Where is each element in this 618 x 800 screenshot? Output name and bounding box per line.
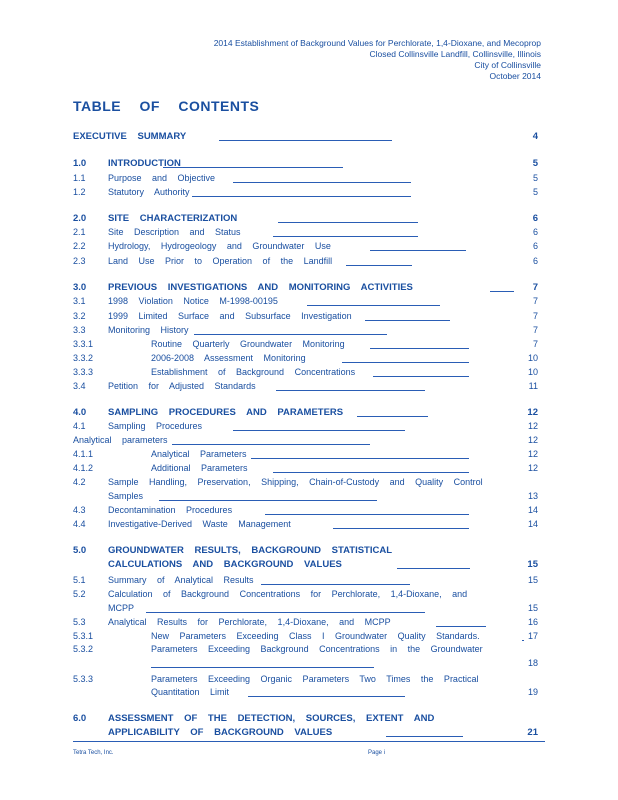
toc-entry[interactable] <box>0 643 618 656</box>
toc-entry[interactable] <box>0 420 618 433</box>
toc-entry-page: 6 <box>532 241 538 251</box>
toc-entry[interactable] <box>0 462 618 475</box>
toc-entry-title: PREVIOUS INVESTIGATIONS AND MONITORING ACTIVITIES <box>108 282 413 293</box>
toc-entry-title: 1998 Violation Notice M-1998-00195 <box>108 296 278 306</box>
toc-leader-line <box>333 528 469 529</box>
toc-entry-page: 19 <box>527 687 538 697</box>
toc-entry-page: 7 <box>532 282 538 293</box>
toc-entry[interactable] <box>0 574 618 587</box>
header-line-3: City of Collinsville <box>474 60 541 70</box>
toc-entry[interactable] <box>0 490 618 503</box>
toc-leader-line <box>346 265 412 266</box>
toc-entry-number: 2.0 <box>73 213 87 224</box>
toc-leader-line <box>192 196 411 197</box>
document-header <box>214 38 541 82</box>
toc-entry-number: 3.3.3 <box>73 367 94 377</box>
toc-entry[interactable] <box>0 380 618 393</box>
footer-page-number: Page i <box>368 750 386 756</box>
toc-entry-page: 15 <box>527 603 538 613</box>
toc-leader-line <box>194 334 387 335</box>
toc-entry-number: 3.0 <box>73 282 87 293</box>
toc-entry-title: APPLICABILITY OF BACKGROUND VALUES <box>108 727 333 738</box>
toc-entry[interactable] <box>0 504 618 517</box>
toc-entry[interactable] <box>0 240 618 253</box>
toc-entry[interactable] <box>0 212 618 225</box>
toc-leader-line <box>248 696 405 697</box>
toc-entry-title: Analytical parameters <box>73 435 168 445</box>
toc-entry-title: INTRODUCTION <box>108 158 181 169</box>
toc-entry-page: 13 <box>527 491 538 501</box>
toc-entry-number: 2.3 <box>73 256 86 266</box>
toc-entry-page: 5 <box>532 173 538 183</box>
toc-entry-number: 3.3.2 <box>73 353 94 363</box>
toc-entry-title: Routine Quarterly Groundwater Monitoring <box>151 339 345 349</box>
toc-entry[interactable] <box>0 476 618 489</box>
toc-entry-number: 1.1 <box>73 173 86 183</box>
toc-entry-page: 10 <box>527 367 538 377</box>
toc-leader-line <box>159 500 377 501</box>
toc-entry-page: 10 <box>527 353 538 363</box>
toc-entry[interactable] <box>0 352 618 365</box>
toc-leader-line <box>273 236 418 237</box>
toc-entry-page: 7 <box>532 325 538 335</box>
toc-entry-title: Petition for Adjusted Standards <box>108 381 256 391</box>
toc-entry-number: 3.2 <box>73 311 86 321</box>
toc-entry-page: 12 <box>527 463 538 473</box>
toc-entry[interactable] <box>0 673 618 686</box>
toc-entry[interactable] <box>0 448 618 461</box>
toc-entry-title: GROUNDWATER RESULTS, BACKGROUND STATISTICAL <box>108 545 393 556</box>
toc-leader-line <box>365 320 450 321</box>
toc-entry-title: SAMPLING PROCEDURES AND PARAMETERS <box>108 407 344 418</box>
toc-entry-page: 21 <box>527 727 538 738</box>
toc-entry-page: 12 <box>527 435 538 445</box>
toc-entry-number: 4.1.1 <box>73 449 94 459</box>
toc-entry[interactable] <box>0 657 618 670</box>
toc-entry[interactable] <box>0 686 618 699</box>
toc-entry-number: 2.2 <box>73 241 86 251</box>
toc-entry-number: 5.3 <box>73 617 86 627</box>
toc-entry-title: EXECUTIVE SUMMARY <box>73 131 187 142</box>
toc-entry-title: Analytical Parameters <box>151 449 247 459</box>
toc-leader-line <box>522 640 524 641</box>
toc-leader-line <box>219 140 392 141</box>
toc-entry[interactable] <box>0 558 618 571</box>
toc-entry-number: 2.1 <box>73 227 86 237</box>
toc-entry-page: 14 <box>527 505 538 515</box>
toc-entry[interactable] <box>0 295 618 308</box>
toc-entry-number: 4.1.2 <box>73 463 94 473</box>
toc-entry-page: 15 <box>527 559 538 570</box>
toc-leader-line <box>265 514 469 515</box>
toc-entry-page: 7 <box>532 296 538 306</box>
header-line-1: 2014 Establishment of Background Values for Perchlorate, 1,4-Dioxane, and Mecoprop <box>213 38 541 48</box>
toc-entry-title: 1999 Limited Surface and Subsurface Investigation <box>108 311 352 321</box>
toc-entry-number: 5.1 <box>73 575 86 585</box>
toc-entry-title: Parameters Exceeding Background Concentrations in the Groundwater <box>151 644 483 654</box>
toc-entry-title: Hydrology, Hydrogeology and Groundwater Use <box>108 241 331 251</box>
toc-entry-number: 1.0 <box>73 158 87 169</box>
toc-entry-page: 12 <box>527 421 538 431</box>
toc-entry[interactable] <box>0 130 618 143</box>
toc-entry-page: 12 <box>527 449 538 459</box>
toc-entry-page: 18 <box>527 658 538 668</box>
toc-entry-number: 5.2 <box>73 589 86 599</box>
toc-entry-number: 5.3.3 <box>73 674 94 684</box>
toc-entry[interactable] <box>0 310 618 323</box>
toc-entry-title: Parameters Exceeding Organic Parameters Two Times the Practical <box>151 674 479 684</box>
toc-entry-number: 4.0 <box>73 407 87 418</box>
toc-entry-page: 5 <box>532 158 538 169</box>
toc-entry[interactable] <box>0 226 618 239</box>
toc-entry-title: 2006-2008 Assessment Monitoring <box>151 353 306 363</box>
toc-entry-page: 5 <box>532 187 538 197</box>
toc-entry-title: Decontamination Procedures <box>108 505 233 515</box>
toc-entry-page: 15 <box>527 575 538 585</box>
toc-entry-title: Summary of Analytical Results <box>108 575 254 585</box>
toc-leader-line <box>146 612 425 613</box>
toc-entry[interactable] <box>0 366 618 379</box>
toc-entry[interactable] <box>0 588 618 601</box>
toc-leader-line <box>342 362 469 363</box>
toc-entry[interactable] <box>0 544 618 557</box>
toc-entry[interactable] <box>0 616 618 629</box>
toc-leader-line <box>436 626 486 627</box>
toc-entry-title: Land Use Prior to Operation of the Landfill <box>108 256 333 266</box>
toc-entry[interactable] <box>0 518 618 531</box>
toc-entry-title: SITE CHARACTERIZATION <box>108 213 238 224</box>
header-line-4: October 2014 <box>489 71 541 81</box>
toc-leader-line <box>370 348 469 349</box>
toc-entry-title: ASSESSMENT OF THE DETECTION, SOURCES, EXTENT AND <box>108 713 435 724</box>
toc-entry-title: Samples <box>108 491 144 501</box>
toc-entry-number: 4.3 <box>73 505 86 515</box>
toc-entry-number: 4.2 <box>73 477 86 487</box>
toc-leader-line <box>307 305 440 306</box>
toc-leader-line <box>357 416 428 417</box>
toc-entry[interactable] <box>0 281 618 294</box>
toc-entry[interactable] <box>0 157 618 170</box>
toc-entry[interactable] <box>0 434 618 447</box>
toc-leader-line <box>151 667 374 668</box>
toc-entry-title: Sampling Procedures <box>108 421 203 431</box>
toc-entry-page: 17 <box>527 631 538 641</box>
toc-leader-line <box>251 458 469 459</box>
toc-entry-title: CALCULATIONS AND BACKGROUND VALUES <box>108 559 342 570</box>
toc-entry-page: 14 <box>527 519 538 529</box>
toc-entry-title: Statutory Authority <box>108 187 190 197</box>
toc-leader-line <box>233 430 405 431</box>
toc-leader-line <box>386 736 463 737</box>
toc-entry-title: Purpose and Objective <box>108 173 216 183</box>
toc-entry-number: 3.1 <box>73 296 86 306</box>
toc-entry-title: Sample Handling, Preservation, Shipping, Chain-of-Custody and Quality Control <box>108 477 483 487</box>
toc-entry-title: MCPP <box>108 603 135 613</box>
toc-entry-number: 4.4 <box>73 519 86 529</box>
toc-entry[interactable] <box>0 255 618 268</box>
toc-entry-number: 3.3.1 <box>73 339 94 349</box>
toc-leader-line <box>273 472 469 473</box>
toc-entry-page: 7 <box>532 311 538 321</box>
toc-entry-title: Additional Parameters <box>151 463 248 473</box>
toc-entry-page: 7 <box>532 339 538 349</box>
toc-entry-page: 4 <box>532 131 538 142</box>
toc-entry-number: 5.3.2 <box>73 644 94 654</box>
toc-leader-line <box>278 222 418 223</box>
toc-entry-title: Monitoring History <box>108 325 189 335</box>
toc-leader-line <box>163 167 343 168</box>
toc-leader-line <box>172 444 370 445</box>
toc-entry-number: 6.0 <box>73 713 87 724</box>
toc-entry-title: New Parameters Exceeding Class I Groundwater Quality Standards. <box>151 631 480 641</box>
toc-entry-title: Establishment of Background Concentrations <box>151 367 356 377</box>
footer-company: Tetra Tech, Inc. <box>73 750 114 756</box>
toc-entry[interactable] <box>0 712 618 725</box>
toc-entry-page: 12 <box>527 407 538 418</box>
toc-entry-title: Calculation of Background Concentrations for Perchlorate, 1,4-Dioxane, and <box>108 589 468 599</box>
toc-entry-number: 1.2 <box>73 187 86 197</box>
toc-entry[interactable] <box>0 186 618 199</box>
toc-entry-page: 6 <box>532 256 538 266</box>
toc-entry-page: 11 <box>528 381 538 391</box>
toc-entry[interactable] <box>0 338 618 351</box>
toc-title: TABLE OF CONTENTS <box>73 98 260 114</box>
footer-rule <box>73 741 545 742</box>
toc-entry-page: 6 <box>532 227 538 237</box>
toc-entry-number: 3.3 <box>73 325 86 335</box>
toc-leader-line <box>261 584 410 585</box>
toc-entry-number: 4.1 <box>73 421 86 431</box>
header-line-2: Closed Collinsville Landfill, Collinsville, Illinois <box>369 49 541 59</box>
toc-entry-number: 3.4 <box>73 381 86 391</box>
toc-leader-line <box>397 568 470 569</box>
toc-entry-title: Site Description and Status <box>108 227 241 237</box>
toc-entry-title: Analytical Results for Perchlorate, 1,4-Dioxane, and MCPP <box>108 617 391 627</box>
toc-leader-line <box>233 182 411 183</box>
toc-leader-line <box>490 291 514 292</box>
toc-entry[interactable] <box>0 726 618 739</box>
toc-leader-line <box>373 376 469 377</box>
toc-entry-title: Investigative-Derived Waste Management <box>108 519 291 529</box>
toc-leader-line <box>370 250 466 251</box>
toc-entry[interactable] <box>0 630 618 643</box>
toc-entry-number: 5.3.1 <box>73 631 94 641</box>
toc-entry[interactable] <box>0 172 618 185</box>
toc-entry[interactable] <box>0 406 618 419</box>
toc-entry-page: 16 <box>527 617 538 627</box>
toc-entry-page: 6 <box>532 213 538 224</box>
toc-leader-line <box>276 390 425 391</box>
toc-entry-number: 5.0 <box>73 545 87 556</box>
toc-entry[interactable] <box>0 602 618 615</box>
toc-entry-title: Quantitation Limit <box>151 687 230 697</box>
toc-entry[interactable] <box>0 324 618 337</box>
